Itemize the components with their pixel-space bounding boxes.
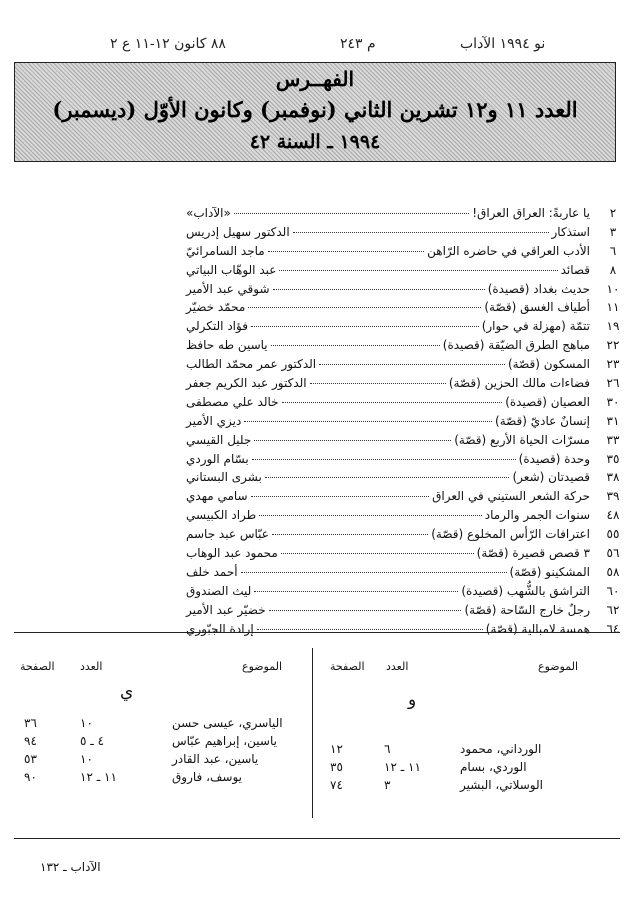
index-right-issue-header: العدد <box>386 660 409 673</box>
index-right-page-header: الصفحة <box>330 660 365 673</box>
toc-row <box>36 525 620 544</box>
toc-author: الدكتور عبد الكريم جعفر <box>186 376 307 391</box>
toc-author: «الآداب» <box>186 206 231 220</box>
index-entry-issue: ٦ <box>384 742 391 756</box>
toc-author: أحمد خلف <box>186 564 238 579</box>
toc-title: الأدب العراقي في حاضره الرّاهن <box>427 243 590 258</box>
leader-dots <box>271 345 440 346</box>
index-entry-issue: ٣ <box>384 778 391 792</box>
index-entry-name: الوسلاتي، البشير <box>460 778 543 792</box>
index-entry-name: الياسري، عيسى حسن <box>172 716 283 730</box>
index-entry-page: ٥٣ <box>24 752 37 766</box>
leader-dots <box>279 270 557 271</box>
title-box <box>14 62 616 162</box>
toc-author: ماجد السامرائيّ <box>186 243 265 258</box>
index-entry-name: ياسين، عبد القادر <box>172 752 259 766</box>
toc-page-number: ٨ <box>609 262 617 277</box>
toc-row <box>36 450 620 469</box>
toc-page-number: ٣٥ <box>606 451 620 466</box>
toc-page-number: ٦٤ <box>606 621 620 636</box>
toc-page-number: ٢٢ <box>606 338 620 353</box>
index-entry-issue: ١٠ <box>80 752 93 766</box>
index-entry-page: ٩٤ <box>24 734 37 748</box>
leader-dots <box>248 307 481 308</box>
index-left-topic-header: الموضوع <box>242 660 283 673</box>
toc-page-number: ٣٩ <box>606 489 620 504</box>
toc-title: حركة الشعر الستيني في العراق <box>432 489 590 504</box>
leader-dots <box>272 534 428 535</box>
toc-title: استذكار <box>551 224 590 239</box>
toc-page-number: ٣ <box>609 224 617 239</box>
toc-page-number: ٣٣ <box>606 432 620 447</box>
toc-row <box>36 506 620 525</box>
leader-dots <box>265 477 510 478</box>
toc-title: فضاءات مالك الحزين (قصّة) <box>448 376 590 391</box>
year-line: ١٩٩٤ ـ السنة ٤٢ <box>249 131 381 153</box>
toc-row <box>36 544 620 563</box>
toc-author: سامي مهدي <box>186 489 248 504</box>
index-entry-page: ٣٥ <box>330 760 343 774</box>
leader-dots <box>241 572 507 573</box>
toc-title: قصائد <box>560 262 590 277</box>
toc-author: الدكتور سهيل إدريس <box>186 224 290 239</box>
toc-title: العصيان (قصيدة) <box>505 394 590 409</box>
toc-author: شوقي عبد الأمير <box>186 281 270 296</box>
index-entry-page: ١٢ <box>330 742 343 756</box>
handwritten-note-middle: م ٢٤٣ <box>340 36 376 52</box>
toc-title: مسرّات الحياة الأربع (قصّة) <box>454 432 590 447</box>
leader-dots <box>273 289 485 290</box>
index-entry-page: ٧٤ <box>330 778 343 792</box>
toc-page-number: ٥٥ <box>606 527 620 542</box>
issue-line: العدد ١١ و١٢ تشرين الثاني (نوفمبر) وكانون الأوّل (ديسمبر) <box>52 97 578 122</box>
column-divider <box>312 648 313 818</box>
toc-title: تتمّة (مهزلة في حوار) <box>481 319 590 334</box>
toc-page-number: ٥٦ <box>606 546 620 561</box>
leader-dots <box>251 326 479 327</box>
toc-page-number: ٥٨ <box>606 564 620 579</box>
leader-dots <box>257 629 483 630</box>
toc-author: محمّد خضيّر <box>186 300 246 315</box>
toc-page-number: ٢٦ <box>606 376 620 391</box>
index-right-topic-header: الموضوع <box>538 660 579 673</box>
toc-author: ليث الصندوق <box>186 583 252 598</box>
toc-page-number: ٦ <box>609 243 617 258</box>
toc-title: أطياف الغسق (قصّة) <box>484 300 590 315</box>
toc-title: إنسانٌ عاديّ (قصّة) <box>495 413 590 428</box>
handwritten-note-right: نو ١٩٩٤ الآداب <box>460 36 546 52</box>
footer-divider <box>14 838 620 839</box>
leader-dots <box>252 459 516 460</box>
toc-title: اعترافات الرّأس المخلوع (قصّة) <box>431 527 590 542</box>
toc-row <box>36 280 620 299</box>
toc-row <box>36 393 620 412</box>
index-entry-issue: ١١ ـ ١٢ <box>80 770 117 784</box>
index-left-page-header: الصفحة <box>20 660 55 673</box>
toc-author: محمود عبد الوهاب <box>186 546 278 561</box>
toc-row <box>36 431 620 450</box>
leader-dots <box>310 383 446 384</box>
toc-row <box>36 412 620 431</box>
leader-dots <box>254 591 458 592</box>
toc-row <box>36 223 617 242</box>
toc-row <box>36 336 620 355</box>
toc-title: مباهج الطرق الضيّقة (قصيدة) <box>442 338 590 353</box>
index-entry-issue: ١١ ـ ١٢ <box>384 760 421 774</box>
toc-author: فؤاد التكرلي <box>186 319 248 334</box>
toc-row <box>36 468 620 487</box>
toc-row <box>36 601 620 620</box>
toc-page-number: ٣١ <box>606 413 620 428</box>
index-entry-page: ٩٠ <box>24 770 37 784</box>
leader-dots <box>319 364 505 365</box>
toc-title: سنوات الجمر والرماد <box>484 508 590 523</box>
index-entry-page: ٣٦ <box>24 716 37 730</box>
toc-page-number: ١١ <box>606 300 620 315</box>
toc-row <box>36 242 617 261</box>
toc-title: حديث بغداد (قصيدة) <box>487 281 590 296</box>
leader-dots <box>282 402 503 403</box>
toc-title: المسكون (قصّة) <box>507 357 590 372</box>
toc-author: طراد الكبيسي <box>186 508 257 523</box>
toc-row <box>36 620 620 639</box>
index-entry-name: الوردي، بسام <box>460 760 527 774</box>
toc-row <box>36 317 620 336</box>
page-title: الفهــرس <box>275 67 355 91</box>
toc-page-number: ١٠ <box>606 281 620 296</box>
toc-author: الدكتور عمر محمّد الطالب <box>186 357 317 372</box>
index-entry-name: يوسف، فاروق <box>172 770 242 784</box>
handwritten-note-left: ٨٨ كانون ١٢-١١ ع ٢ <box>110 36 226 52</box>
leader-dots <box>269 610 462 611</box>
toc-page-number: ٣٠ <box>606 394 620 409</box>
toc-row <box>36 487 620 506</box>
leader-dots <box>259 515 482 516</box>
toc-title: المشكينو (قصّة) <box>509 564 590 579</box>
toc-title: قصيدتان (شعر) <box>512 470 590 485</box>
toc-title: وحدة (قصيدة) <box>518 451 590 466</box>
toc-author: ياسين طه حافظ <box>186 338 268 353</box>
toc-row <box>36 204 617 223</box>
leader-dots <box>234 213 469 214</box>
index-entry-name: الورداني، محمود <box>460 742 542 756</box>
leader-dots <box>244 421 492 422</box>
toc-page-number: ١٩ <box>606 319 620 334</box>
leader-dots <box>268 251 424 252</box>
page-footer: الآداب ـ ١٣٢ <box>40 860 101 874</box>
toc-author: خالد علي مصطفى <box>186 394 279 409</box>
toc-author: ديزي الأمير <box>186 413 242 428</box>
toc-author: عبد الوهّاب البياتي <box>186 262 277 277</box>
index-left-issue-header: العدد <box>80 660 103 673</box>
toc-title: ٣ قصص قصيرة (قصّة) <box>476 546 590 561</box>
index-entry-name: ياسين، إبراهيم عبّاس <box>172 734 277 748</box>
toc-author: بشرى البستاني <box>186 470 262 485</box>
leader-dots <box>254 440 451 441</box>
leader-dots <box>281 553 474 554</box>
toc-row <box>36 563 620 582</box>
toc-row <box>36 582 620 601</box>
toc-author: خضيّر عبد الأمير <box>186 602 266 617</box>
toc-page-number: ٦٢ <box>606 602 620 617</box>
index-entry-issue: ١٠ <box>80 716 93 730</box>
index-letter-waw: و <box>408 690 417 710</box>
toc-row <box>36 261 617 280</box>
index-letter-ya: ي <box>120 682 134 702</box>
table-of-contents <box>36 204 620 638</box>
section-divider <box>14 632 620 633</box>
leader-dots <box>251 496 429 497</box>
index-entry-issue: ٤ ـ ٥ <box>80 734 105 748</box>
toc-row <box>36 374 620 393</box>
toc-page-number: ٣٨ <box>606 470 620 485</box>
toc-row <box>36 298 620 317</box>
toc-page-number: ٢٣ <box>606 357 620 372</box>
toc-author: عبّاس عبد جاسم <box>186 527 269 542</box>
leader-dots <box>293 232 549 233</box>
toc-author: إرادة الجبّوري <box>186 621 254 636</box>
toc-author: بسّام الوردي <box>186 451 249 466</box>
toc-page-number: ٤٨ <box>606 508 620 523</box>
toc-row <box>36 355 620 374</box>
toc-title: رجلٌ خارج السّاحة (قصّة) <box>464 602 590 617</box>
toc-author: جليل القيسي <box>186 432 252 447</box>
toc-title: يا عاربةً: العراق العراق! <box>472 206 590 220</box>
toc-page-number: ٢ <box>609 206 617 220</box>
toc-title: التراشق بالشُّهب (قصيدة) <box>461 583 590 598</box>
toc-title: همسة لامبالية (قصّة) <box>485 621 590 636</box>
toc-page-number: ٦٠ <box>606 583 620 598</box>
